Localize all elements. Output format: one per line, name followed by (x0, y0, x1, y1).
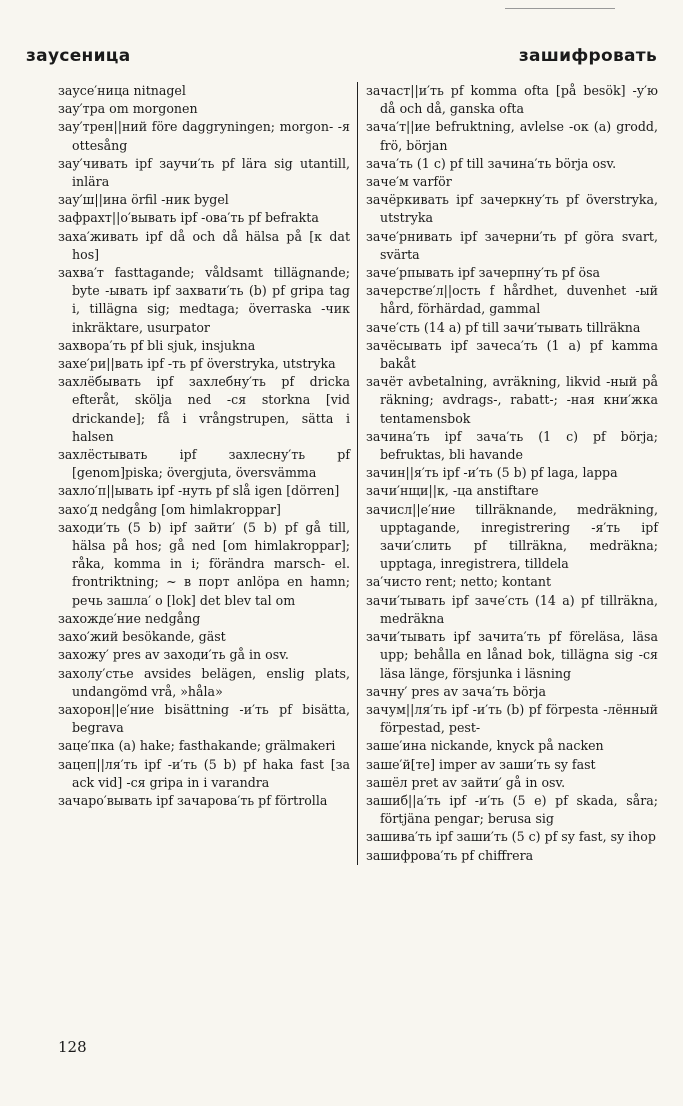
dictionary-entry: захa′живать ipf då och då hälsa på [к dat hos] (58, 228, 350, 262)
dictionary-entry: заче′рнивать ipf зачерни′ть pf göra svart, svärta (366, 228, 658, 262)
dictionary-entry: зачина′ть ipf зача′ть (1 c) pf börja; befruktas, bli havande (366, 428, 658, 463)
dictionary-entry: зача′т||ие befruktning, avlelse -ок (a) grodd, frö, början (366, 119, 658, 153)
left-column (58, 82, 357, 865)
dictionary-entry: зачи′тывать ipf зачита′ть pf föreläsa, läsa upp; behålla en lånad bok, tillägna sig -ся läsa länge, försjunka i läsning (366, 629, 658, 681)
dictionary-entry: захожде′ние nedgång (58, 610, 201, 626)
dictionary-entry: зау′тра om morgonen (58, 101, 198, 117)
dictionary-entry: заце′пка (a) hake; fasthakande; grälmakeri (58, 738, 336, 754)
dictionary-columns (58, 82, 658, 865)
dictionary-entry: заше′й[те] imper av заши′ть sy fast (366, 756, 596, 772)
dictionary-entry: зашиб||а′ть ipf -и′ть (5 e) pf skada, såra; förtjäna pengar; berusa sig (366, 792, 658, 827)
dictionary-entry: захо′жий besökande, gäst (58, 629, 226, 645)
dictionary-entry: захвора′ть pf bli sjuk, insjukna (58, 337, 256, 353)
dictionary-entry: зау′чивать ipf заучи′ть pf lära sig utantill, inlära (58, 155, 350, 190)
dictionary-entry: зау′трен||ний före daggryningen; morgon- -я ottesång (58, 119, 350, 153)
dictionary-entry: захорон||е′ние bisättning -и′ть pf bisätta, begrava (58, 701, 350, 736)
dictionary-entry: захе′ри||вать ipf -ть pf överstryka, utstryka (58, 356, 336, 372)
dictionary-entry: зашифрова′ть pf chiffrera (366, 847, 534, 863)
left-guide-word: заусеница (26, 46, 131, 66)
dictionary-entry: зача′ть (1 c) pf till зачина′ть börja osv. (366, 155, 617, 171)
dictionary-entry: захлёбывать ipf захлебну′ть pf dricka efteråt, skölja ned -ся storkna [vid drickande]; få i vrångstrupen, sätta i halsen (58, 374, 350, 444)
top-rule (505, 8, 615, 9)
dictionary-entry: зачин||я′ть ipf -и′ть (5 b) pf laga, lappa (366, 465, 618, 481)
dictionary-entry: зацеп||ля′ть ipf -и′ть (5 b) pf haka fast [за ack vid] -ся gripa in i varandra (58, 756, 350, 790)
dictionary-entry: зачи′тывать ipf заче′сть (14 a) pf tillräkna, medräkna (366, 592, 658, 626)
dictionary-entry: зачёсывать ipf зачеса′ть (1 a) pf kamma bakåt (366, 337, 658, 372)
dictionary-entry: за′чисто rent; netto; kontant (366, 574, 552, 590)
dictionary-entry: заче′рпывать ipf зачерпну′ть pf ösa (366, 265, 601, 281)
dictionary-entry: зачерстве′л||ость f hårdhet, duvenhet -ый hård, förhärdad, gammal (366, 283, 658, 317)
dictionary-entry: заусе′ница nitnagel (58, 83, 186, 98)
dictionary-entry: заче′м varför (366, 174, 452, 190)
dictionary-entry: заходи′ть (5 b) ipf зайти′ (5 b) pf gå till, hälsa på hos; gå ned [om himlakroppar]; råka, komma in i; förändra marsch- el. frontriktning; ~ в порт anlöpa en hamn; речь зашла′ о [lok] det blev tal om (58, 519, 350, 608)
dictionary-entry: зачи′нщи||к, -ца anstiftare (366, 483, 539, 499)
dictionary-entry: зачаро′вывать ipf зачарова′ть pf förtrolla (58, 792, 328, 808)
dictionary-entry: заче′сть (14 a) pf till зачи′тывать tillräkna (366, 319, 641, 335)
dictionary-entry: зачну′ pres av зача′ть börja (366, 683, 546, 699)
page-number: 128 (58, 1038, 87, 1056)
dictionary-entry: зачум||ля′ть ipf -и′ть (b) pf förpesta -лённый förpestad, pest- (366, 701, 658, 736)
right-guide-word: зашифровать (518, 46, 657, 66)
dictionary-entry: зачаст||и′ть pf komma ofta [på besök] -у′ю då och då, ganska ofta (366, 83, 658, 117)
dictionary-entry: зачёт avbetalning, avräkning, likvid -ный på räkning; avdrags-, rabatt-; -ная кни′жка tentamensbok (366, 374, 658, 426)
dictionary-entry: захо′д nedgång [om himlakroppar] (58, 501, 281, 517)
right-column (357, 82, 658, 865)
dictionary-entry: захолу′стье avsides belägen, enslig plats, undangömd vrå, »håla» (58, 665, 350, 699)
dictionary-entry: захожу′ pres av заходи′ть gå in osv. (58, 647, 289, 663)
dictionary-entry: захло′п||ывать ipf -нуть pf slå igen [dörren] (58, 483, 340, 499)
dictionary-entry: захлёстывать ipf захлесну′ть pf [genom]piska; övergjuta, översvämma (58, 447, 350, 481)
dictionary-entry: зау′ш||ина örfil -ник bygel (58, 192, 229, 208)
dictionary-entry: зачёркивать ipf зачеркну′ть pf överstryka, utstryka (366, 192, 658, 226)
dictionary-entry: зафрахт||о′вывать ipf -ова′ть pf befrakta (58, 210, 319, 226)
dictionary-entry: захва′т fasttagande; våldsamt tillägnande; byte -ывать ipf захвати′ть (b) pf gripa tag i, tillägna sig; medtaga; överraska -чик inkräktare, usurpator (58, 265, 350, 335)
running-head (26, 46, 657, 66)
dictionary-entry: заше′ина nickande, knyck på nacken (366, 738, 604, 754)
dictionary-entry: зачисл||е′ние tillräknande, medräkning, upptagande, inregistrering -я′ть ipf зачи′слить pf tillräkna, medräkna; upptaga, inregistrera, tilldela (366, 501, 658, 572)
dictionary-entry: зашива′ть ipf заши′ть (5 c) pf sy fast, sy ihop (366, 829, 656, 845)
dictionary-entry: зашёл pret av зайти′ gå in osv. (366, 774, 566, 790)
